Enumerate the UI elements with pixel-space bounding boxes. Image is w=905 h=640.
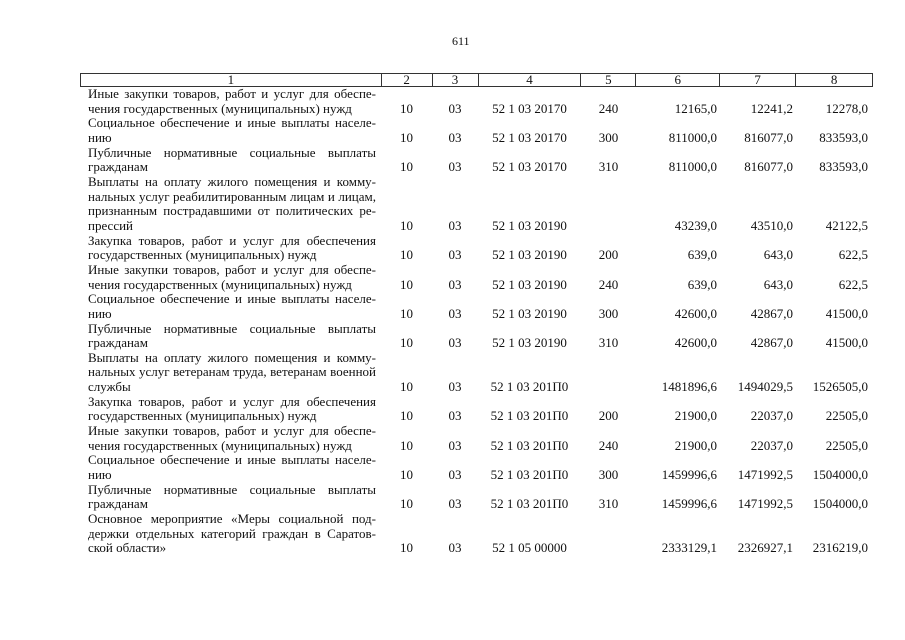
header-col-7: 7 [720,74,796,86]
cell-c3: 03 [448,247,462,263]
cell-c6: 1459996,6 [661,467,717,483]
cell-c3: 03 [448,159,462,175]
cell-c7: 1494029,5 [737,379,793,395]
description-line: Основное мероприятие «Меры социальной под- [88,511,376,527]
cell-c3: 03 [448,276,462,292]
cell-c8: 41500,0 [825,305,868,321]
header-col-3: 3 [433,74,479,86]
cell-c2: 10 [400,379,413,395]
cell-c5: 300 [598,467,619,483]
cell-c8: 622,5 [838,276,868,292]
cell-c8: 2316219,0 [812,540,868,556]
table-row [80,146,873,175]
cell-c8: 12278,0 [825,100,868,116]
header-col-8: 8 [830,72,838,87]
cell-c4: 52 1 03 201П0 [490,496,569,512]
header-col-2: 2 [382,74,433,86]
description-line: чения государственных (муниципальных) нужд [88,100,352,116]
row-description [80,512,381,556]
row-description [80,146,381,175]
description-line: чения государственных (муниципальных) нужд [88,437,352,453]
description-line: Социальное обеспечение и иные выплаты населе- [88,452,376,468]
cell-c8: 833593,0 [819,159,868,175]
cell-c6: 811000,0 [668,159,717,175]
description-line: Социальное обеспечение и иные выплаты населе- [88,115,376,131]
cell-c7: 2326927,1 [737,540,793,556]
description-line: Закупка товаров, работ и услуг для обеспечения [88,232,376,248]
cell-c4: 52 1 03 201П0 [490,408,569,424]
cell-c8: 1504000,0 [812,496,868,512]
cell-c3: 03 [448,437,462,453]
cell-c6: 811000,0 [668,129,717,145]
cell-c7: 12241,2 [750,100,793,116]
cell-c8: 22505,0 [825,408,868,424]
cell-c2: 10 [400,467,413,483]
header-col-6: 6 [636,74,720,86]
cell-c7: 1471992,5 [737,467,793,483]
cell-c7: 43510,0 [750,217,793,233]
cell-c7: 22037,0 [750,437,793,453]
description-line: Публичные нормативные социальные выплаты [88,320,376,336]
row-description [80,116,381,145]
description-line: Иные закупки товаров, работ и услуг для обеспе- [88,423,376,439]
cell-c5: 310 [598,159,619,175]
cell-c4: 52 1 03 20170 [492,129,567,145]
cell-c7: 1471992,5 [737,496,793,512]
table-row [80,483,873,512]
table-row [80,322,873,351]
cell-c5: 240 [598,100,619,116]
row-description [80,87,381,116]
description-line: Иные закупки товаров, работ и услуг для обеспе- [88,86,376,101]
cell-c6: 639,0 [687,276,717,292]
cell-c5: 240 [598,437,619,453]
cell-c4: 52 1 03 20170 [492,100,567,116]
row-description [80,234,381,263]
cell-c8: 42122,5 [825,217,868,233]
row-description [80,395,381,424]
cell-c8: 833593,0 [819,129,868,145]
cell-c4: 52 1 03 20190 [492,247,567,263]
cell-c2: 10 [400,276,413,292]
cell-c7: 22037,0 [750,408,793,424]
cell-c6: 42600,0 [674,335,717,351]
cell-c5: 300 [598,305,619,321]
cell-c2: 10 [400,437,413,453]
description-line: чения государственных (муниципальных) нужд [88,276,352,292]
row-description [80,263,381,292]
cell-c7: 816077,0 [744,159,793,175]
cell-c4: 52 1 03 201П0 [490,379,569,395]
description-line: гражданам [88,496,148,512]
description-line: Социальное обеспечение и иные выплаты населе- [88,291,376,307]
cell-c5: 310 [598,496,619,512]
description-line: нальных услуг ветеранам труда, ветеранам военной [88,364,376,380]
description-line: Публичные нормативные социальные выплаты [88,481,376,497]
cell-c8: 1504000,0 [812,467,868,483]
cell-c6: 21900,0 [674,437,717,453]
cell-c3: 03 [448,305,462,321]
description-line: государственных (муниципальных) нужд [88,408,317,424]
cell-c8: 1526505,0 [812,379,868,395]
cell-c5: 300 [598,129,619,145]
description-line: службы [88,379,131,395]
cell-c7: 42867,0 [750,305,793,321]
cell-c3: 03 [448,335,462,351]
cell-c7: 643,0 [763,276,793,292]
description-line: Выплаты на оплату жилого помещения и комму- [88,349,376,365]
cell-c2: 10 [400,100,413,116]
cell-c2: 10 [400,247,413,263]
description-line: прессий [88,217,134,233]
table-row [80,424,873,453]
cell-c6: 1481896,6 [661,379,717,395]
row-description [80,453,381,482]
cell-c4: 52 1 03 20190 [492,276,567,292]
cell-c4: 52 1 05 00000 [492,540,567,556]
cell-c6: 43239,0 [674,217,717,233]
cell-c2: 10 [400,305,413,321]
table-row [80,175,873,234]
cell-c4: 52 1 03 20190 [492,335,567,351]
description-line: признанным пострадавшими от политических ре- [88,203,376,219]
description-line: Иные закупки товаров, работ и услуг для обеспе- [88,261,376,277]
description-line: государственных (муниципальных) нужд [88,247,317,263]
cell-c5: 200 [598,247,619,263]
description-line: гражданам [88,159,148,175]
cell-c5 [581,380,636,395]
cell-c4: 52 1 03 201П0 [490,467,569,483]
cell-c8: 22505,0 [825,437,868,453]
row-description [80,322,381,351]
cell-c6: 12165,0 [674,100,717,116]
table-row [80,512,873,556]
description-line: гражданам [88,335,148,351]
table-row [80,453,873,482]
description-line: Выплаты на оплату жилого помещения и комму- [88,173,376,189]
table-body [80,87,873,556]
cell-c6: 639,0 [687,247,717,263]
cell-c2: 10 [400,335,413,351]
description-line: Публичные нормативные социальные выплаты [88,144,376,160]
cell-c5: 240 [598,276,619,292]
cell-c5: 310 [598,335,619,351]
table-row [80,116,873,145]
description-line: нию [88,305,112,321]
cell-c2: 10 [400,129,413,145]
cell-c4: 52 1 03 20170 [492,159,567,175]
header-col-1: 1 [81,74,382,86]
page-number: 611 [452,34,470,48]
table-row [80,263,873,292]
cell-c7: 42867,0 [750,335,793,351]
cell-c7: 643,0 [763,247,793,263]
cell-c3: 03 [448,408,462,424]
cell-c3: 03 [448,129,462,145]
cell-c7: 816077,0 [744,129,793,145]
table-row [80,87,873,116]
table-row [80,234,873,263]
description-line: Закупка товаров, работ и услуг для обеспечения [88,393,376,409]
row-description [80,351,381,395]
cell-c8: 622,5 [838,247,868,263]
table-row [80,351,873,395]
table-row [80,395,873,424]
cell-c3: 03 [448,540,462,556]
table-header [80,73,873,87]
cell-c6: 42600,0 [674,305,717,321]
description-line: нию [88,467,112,483]
row-description [80,292,381,321]
cell-c3: 03 [448,217,462,233]
cell-c5: 200 [598,408,619,424]
header-col-5: 5 [581,74,636,86]
cell-c6: 2333129,1 [661,540,717,556]
cell-c3: 03 [448,467,462,483]
row-description [80,175,381,234]
header-col-4: 4 [479,74,582,86]
cell-c5 [581,541,636,556]
cell-c2: 10 [400,217,413,233]
cell-c2: 10 [400,159,413,175]
table-row [80,292,873,321]
cell-c3: 03 [448,100,462,116]
cell-c6: 1459996,6 [661,496,717,512]
cell-c8: 41500,0 [825,335,868,351]
cell-c4: 52 1 03 20190 [492,305,567,321]
cell-c2: 10 [400,408,413,424]
cell-c3: 03 [448,496,462,512]
cell-c2: 10 [400,540,413,556]
description-line: ской области» [88,540,167,556]
cell-c3: 03 [448,379,462,395]
row-description [80,483,381,512]
cell-c4: 52 1 03 20190 [492,217,567,233]
cell-c6: 21900,0 [674,408,717,424]
cell-c2: 10 [400,496,413,512]
description-line: нию [88,129,112,145]
cell-c5 [581,219,636,234]
row-description [80,424,381,453]
description-line: держки отдельных категорий граждан в Саратов- [88,525,376,541]
description-line: нальных услуг реабилитированным лицам и лицам, [88,188,376,204]
cell-c4: 52 1 03 201П0 [490,437,569,453]
